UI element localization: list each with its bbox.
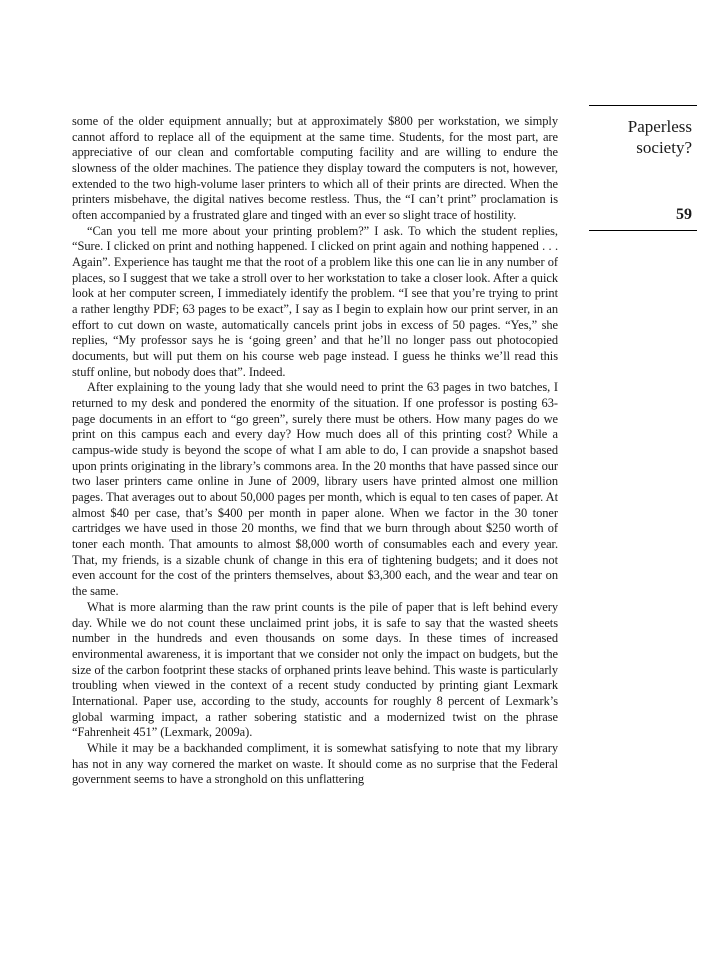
paragraph-3: After explaining to the young lady that she would need to print the 63 pages in two batches, I returned to my desk and pondered the enormity of the situation. If one professor is posting 63-page documents in an effort to “go green”, surely there must be others. How many pages do we print on this campus each and every day? How much does all of this printing cost? While a campus-wide study is beyond the scope of what I am able to do, I can provide a snapshot based upon prints originating in the library’s commons area. In the 20 months that have passed since our two laser printers came online in June of 2009, library users have printed almost one million pages. That averages out to about 50,000 pages per month, which is equal to ten cases of paper. At almost $40 per case, that’s $400 per month in paper alone. When we factor in the 30 toner cartridges we have used in those 20 months, we find that we burn through about $250 worth of toner each month. That amounts to almost $8,000 worth of consumables each and every year. That, my friends, is a sizable chunk of change in this era of tightening budgets; and it does not even account for the cost of the printers themselves, about $3,300 each, and the wear and tear on the same. bbox=[72, 380, 558, 599]
margin-rule-bottom bbox=[589, 230, 697, 231]
paragraph-2: “Can you tell me more about your printing problem?” I ask. To which the student replies, “Sure. I clicked on print and nothing happened. I clicked on print again and nothing happened . . . Again”. Experience has taught me that the root of a problem like this one can lie in any number of places, so I suggest that we take a stroll over to her workstation to take a closer look. After a quick look at her computer screen, I immediately identify the problem. “I see that you’re trying to print a rather lengthy PDF; 63 pages to be exact”, I say as I begin to explain how our print server, in an effort to cut down on waste, automatically cancels print jobs in excess of 50 pages. “Yes,” she replies, “My professor says he is ‘going green’ and that he’ll no longer pass out photocopied documents, but will put them on his course web page instead. I guess he thinks we’ll read this stuff online, but nobody does that”. Indeed. bbox=[72, 223, 558, 379]
running-head-line-2: society? bbox=[636, 138, 692, 157]
running-head bbox=[598, 116, 692, 158]
paragraph-5: While it may be a backhanded compliment, it is somewhat satisfying to note that my library has not in any way cornered the market on waste. It should come as no surprise that the Federal government seems to have a stronghold on this unflattering bbox=[72, 740, 558, 787]
running-head-line-1: Paperless bbox=[627, 117, 692, 136]
paragraph-4: What is more alarming than the raw print counts is the pile of paper that is left behind every day. While we do not count these unclaimed print jobs, it is safe to say that the wasted sheets number in the hundreds and even thousands on some days. In these times of increased environmental awareness, it is important that we consider not only the impact on budgets, but the size of the carbon footprint these stacks of orphaned prints leave behind. This waste is particularly troubling when viewed in the context of a recent study conducted by printing giant Lexmark International. Paper use, according to the study, accounts for roughly 8 percent of Lexmark’s global warming impact, a rather sobering statistic and a modernized twist on the phrase “Fahrenheit 451” (Lexmark, 2009a). bbox=[72, 599, 558, 740]
page-number: 59 bbox=[676, 206, 692, 223]
paragraph-1: some of the older equipment annually; but at approximately $800 per workstation, we simply cannot afford to replace all of the equipment at the same time. Students, for the most part, are appreciative of our clean and comfortable computing facility and are willing to endure the slowness of the older machines. The patience they display toward the computers is not, however, extended to the two high-volume laser printers to which all of their prints are directed. When the printers misbehave, the digital natives become restless. Thus, the “I can’t print” proclamation is often accompanied by a frustrated glare and tinged with an ever so slight trace of hostility. bbox=[72, 114, 558, 223]
body-text bbox=[72, 114, 558, 788]
margin-rule-top bbox=[589, 105, 697, 106]
